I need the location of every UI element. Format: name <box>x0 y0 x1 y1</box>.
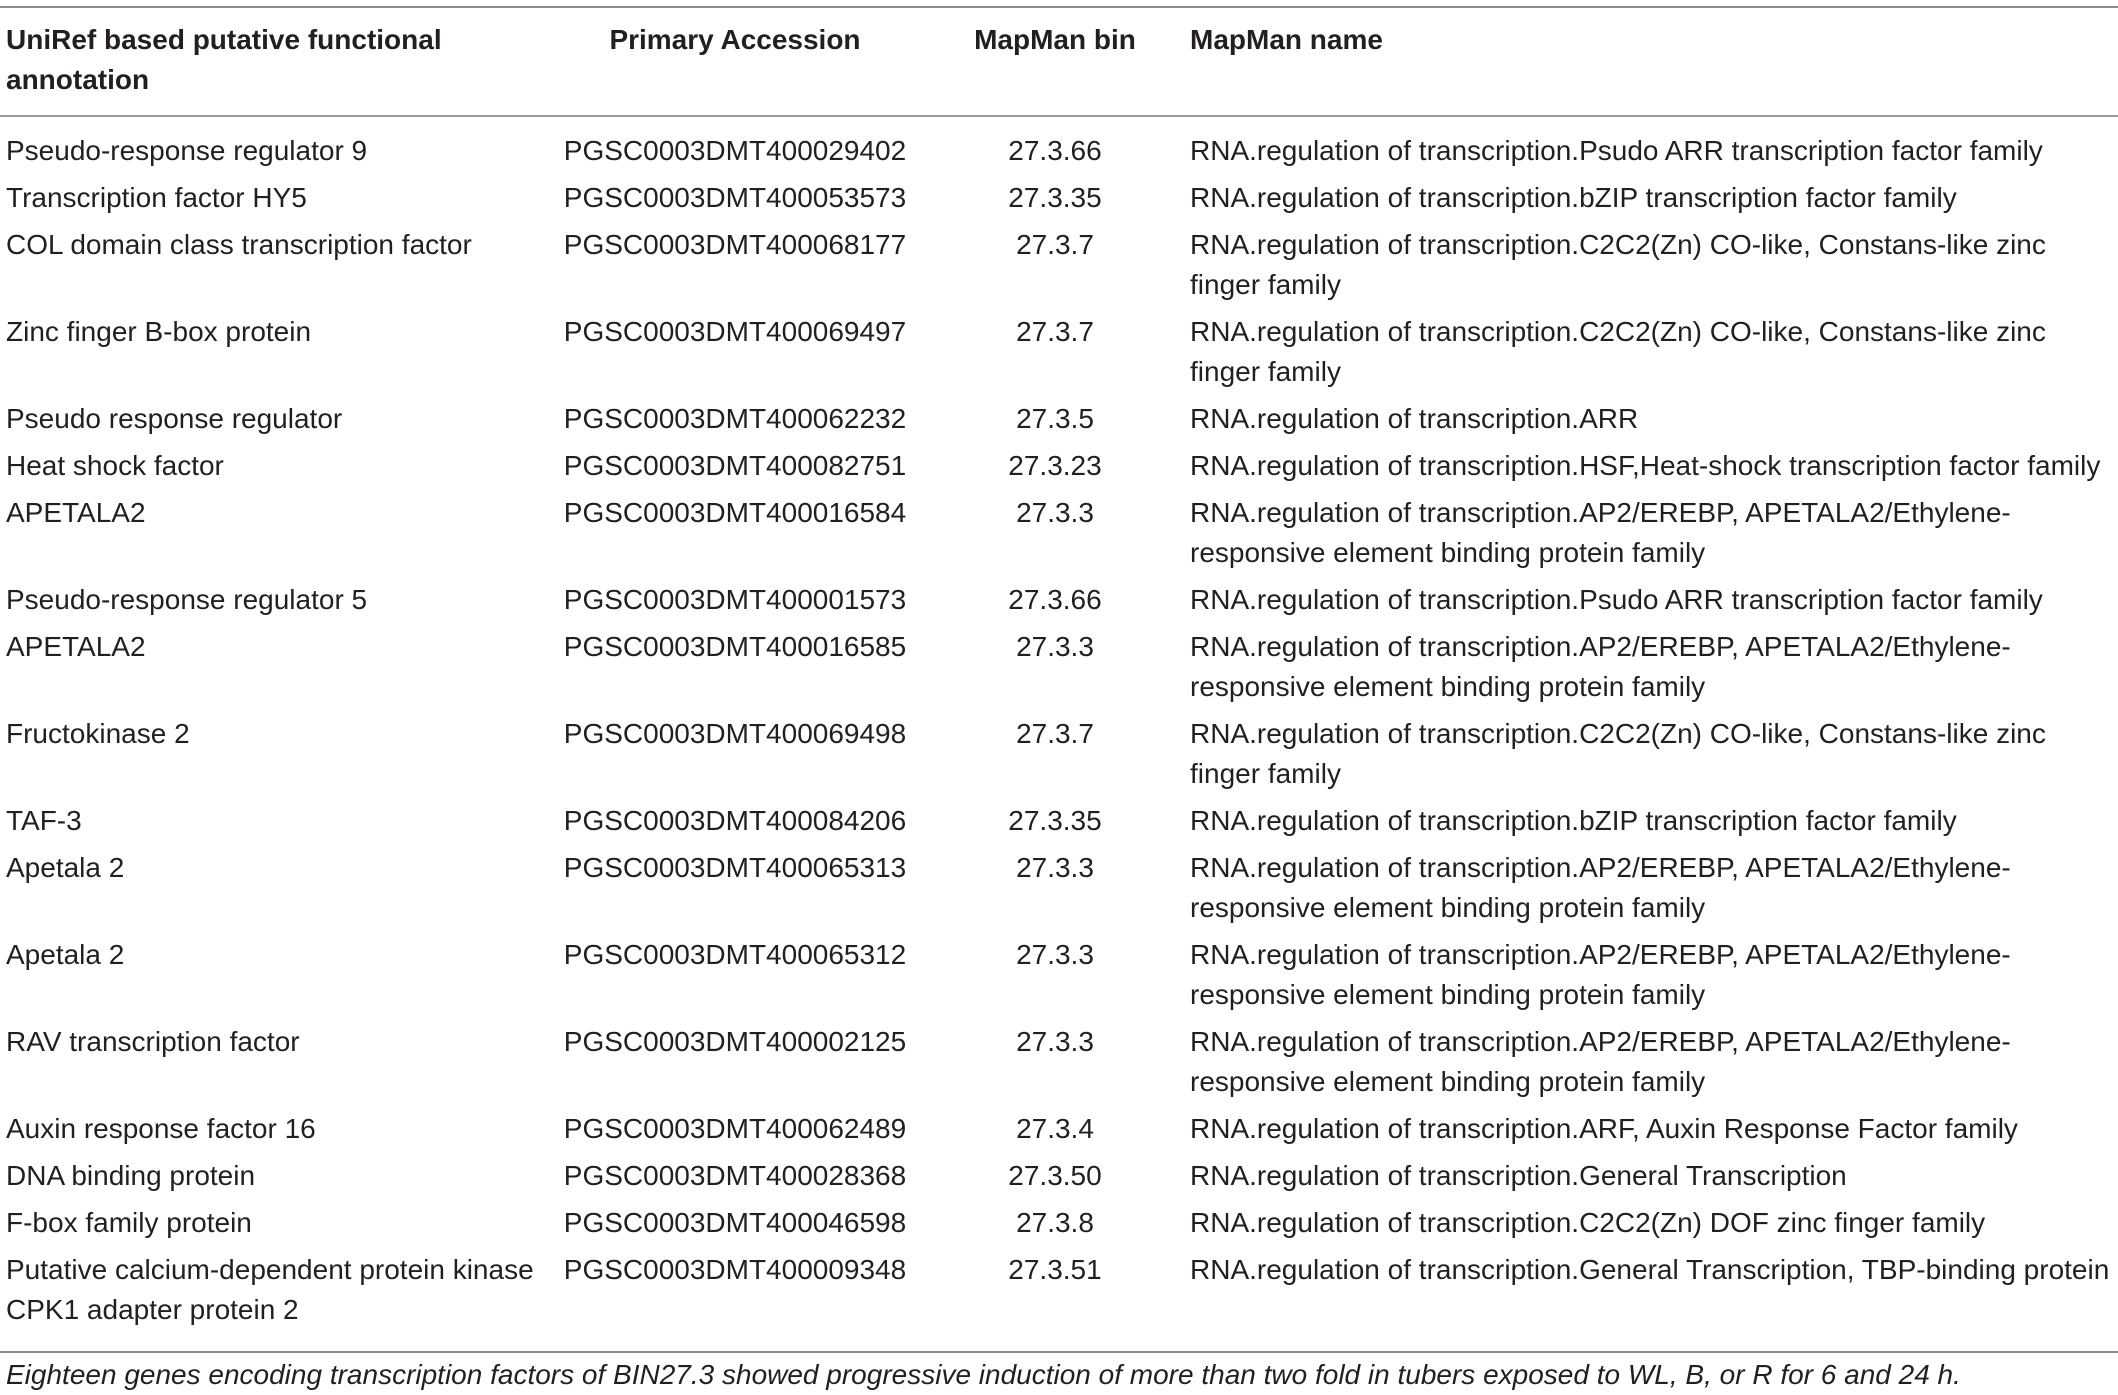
cell-mapman-name: RNA.regulation of transcription.AP2/EREBP, APETALA2/Ethylene-responsive element binding protein family <box>1190 631 2011 702</box>
table-header <box>0 8 2118 115</box>
cell-mapman-name: RNA.regulation of transcription.AP2/EREBP, APETALA2/Ethylene-responsive element binding protein family <box>1190 939 2011 1010</box>
transcription-factor-table <box>0 8 2118 1337</box>
table-row <box>0 935 2118 1022</box>
table-row <box>0 115 2118 178</box>
cell-annotation: Zinc finger B-box protein <box>6 316 312 347</box>
cell-accession: PGSC0003DMT400001573 <box>563 584 907 615</box>
cell-annotation: Fructokinase 2 <box>6 718 190 749</box>
table-row <box>0 312 2118 399</box>
cell-annotation: Pseudo response regulator <box>6 403 343 434</box>
cell-accession: PGSC0003DMT400065313 <box>563 852 907 883</box>
table-row <box>0 1203 2118 1250</box>
cell-mapman-name: RNA.regulation of transcription.bZIP transcription factor family <box>1190 805 1957 836</box>
table-row <box>0 714 2118 801</box>
cell-mapman-name: RNA.regulation of transcription.bZIP transcription factor family <box>1190 182 1957 213</box>
cell-accession: PGSC0003DMT400053573 <box>563 182 907 213</box>
cell-annotation: Auxin response factor 16 <box>6 1113 316 1144</box>
cell-annotation: Pseudo-response regulator 9 <box>6 135 368 166</box>
cell-annotation: APETALA2 <box>6 631 146 662</box>
cell-mapman-bin: 27.3.50 <box>1008 1160 1102 1191</box>
cell-accession: PGSC0003DMT400084206 <box>563 805 907 836</box>
table-footnote: Eighteen genes encoding transcription factors of BIN27.3 showed progressive induction of more than two fold in tubers exposed to WL, B, or R for 6 and 24 h. <box>6 1359 1961 1390</box>
cell-annotation: Transcription factor HY5 <box>6 182 307 213</box>
cell-mapman-bin: 27.3.66 <box>1008 584 1102 615</box>
cell-accession: PGSC0003DMT400046598 <box>563 1207 907 1238</box>
cell-accession: PGSC0003DMT400069497 <box>563 316 907 347</box>
cell-accession: PGSC0003DMT400016584 <box>563 497 907 528</box>
cell-accession: PGSC0003DMT400069498 <box>563 718 907 749</box>
table-bottom-rule <box>0 1351 2118 1353</box>
cell-mapman-name: RNA.regulation of transcription.General Transcription <box>1190 1160 1847 1191</box>
cell-mapman-bin: 27.3.66 <box>1008 135 1102 166</box>
cell-annotation: COL domain class transcription factor <box>6 229 472 260</box>
table-body <box>0 115 2118 1337</box>
cell-mapman-bin: 27.3.23 <box>1008 450 1102 481</box>
table-row <box>0 580 2118 627</box>
cell-mapman-name: RNA.regulation of transcription.C2C2(Zn) CO-like, Constans-like zinc finger family <box>1190 316 2046 387</box>
table-row <box>0 801 2118 848</box>
cell-annotation: Apetala 2 <box>6 939 125 970</box>
table-row <box>0 1250 2118 1337</box>
cell-accession: PGSC0003DMT400062489 <box>563 1113 907 1144</box>
cell-accession: PGSC0003DMT400002125 <box>563 1026 907 1057</box>
cell-accession: PGSC0003DMT400009348 <box>563 1254 907 1285</box>
table-row <box>0 1156 2118 1203</box>
cell-accession: PGSC0003DMT400029402 <box>563 135 907 166</box>
cell-mapman-name: RNA.regulation of transcription.C2C2(Zn) CO-like, Constans-like zinc finger family <box>1190 229 2046 300</box>
cell-mapman-bin: 27.3.35 <box>1008 182 1102 213</box>
cell-annotation: TAF-3 <box>6 805 82 836</box>
cell-mapman-bin: 27.3.5 <box>1016 403 1094 434</box>
table-row <box>0 627 2118 714</box>
cell-accession: PGSC0003DMT400028368 <box>563 1160 907 1191</box>
cell-mapman-name: RNA.regulation of transcription.C2C2(Zn) CO-like, Constans-like zinc finger family <box>1190 718 2046 789</box>
cell-accession: PGSC0003DMT400068177 <box>563 229 907 260</box>
cell-annotation: Putative calcium-dependent protein kinase CPK1 adapter protein 2 <box>6 1254 534 1325</box>
cell-mapman-bin: 27.3.7 <box>1016 316 1094 347</box>
table-row <box>0 1109 2118 1156</box>
cell-mapman-name: RNA.regulation of transcription.C2C2(Zn) DOF zinc finger family <box>1190 1207 1986 1238</box>
table-row <box>0 1022 2118 1109</box>
header-accession: Primary Accession <box>609 24 861 55</box>
cell-mapman-bin: 27.3.3 <box>1016 852 1094 883</box>
cell-mapman-name: RNA.regulation of transcription.AP2/EREBP, APETALA2/Ethylene-responsive element binding protein family <box>1190 1026 2011 1097</box>
cell-annotation: F-box family protein <box>6 1207 252 1238</box>
cell-annotation: RAV transcription factor <box>6 1026 300 1057</box>
cell-mapman-bin: 27.3.3 <box>1016 497 1094 528</box>
table-row <box>0 225 2118 312</box>
header-name: MapMan name <box>1190 24 1383 55</box>
cell-mapman-name: RNA.regulation of transcription.AP2/EREBP, APETALA2/Ethylene-responsive element binding protein family <box>1190 852 2011 923</box>
cell-mapman-name: RNA.regulation of transcription.General Transcription, TBP-binding protein <box>1190 1254 2110 1285</box>
table-row <box>0 493 2118 580</box>
cell-mapman-bin: 27.3.3 <box>1016 631 1094 662</box>
cell-mapman-bin: 27.3.51 <box>1008 1254 1102 1285</box>
cell-mapman-bin: 27.3.3 <box>1016 939 1094 970</box>
cell-mapman-bin: 27.3.3 <box>1016 1026 1094 1057</box>
header-annotation: UniRef based putative functional annotation <box>6 24 442 95</box>
table-row <box>0 446 2118 493</box>
cell-annotation: DNA binding protein <box>6 1160 256 1191</box>
cell-mapman-name: RNA.regulation of transcription.ARR <box>1190 403 1639 434</box>
cell-annotation: Pseudo-response regulator 5 <box>6 584 368 615</box>
cell-accession: PGSC0003DMT400016585 <box>563 631 907 662</box>
cell-mapman-name: RNA.regulation of transcription.Psudo ARR transcription factor family <box>1190 135 2043 166</box>
cell-accession: PGSC0003DMT400065312 <box>563 939 907 970</box>
cell-mapman-bin: 27.3.7 <box>1016 229 1094 260</box>
cell-annotation: Apetala 2 <box>6 852 125 883</box>
cell-mapman-bin: 27.3.8 <box>1016 1207 1094 1238</box>
table-row <box>0 399 2118 446</box>
table-row <box>0 848 2118 935</box>
header-bin: MapMan bin <box>974 24 1136 55</box>
cell-mapman-bin: 27.3.7 <box>1016 718 1094 749</box>
cell-accession: PGSC0003DMT400062232 <box>563 403 907 434</box>
cell-mapman-name: RNA.regulation of transcription.HSF,Heat-shock transcription factor family <box>1190 450 2101 481</box>
cell-mapman-name: RNA.regulation of transcription.ARF, Auxin Response Factor family <box>1190 1113 2018 1144</box>
cell-accession: PGSC0003DMT400082751 <box>563 450 907 481</box>
cell-mapman-bin: 27.3.35 <box>1008 805 1102 836</box>
cell-mapman-bin: 27.3.4 <box>1016 1113 1094 1144</box>
header-row <box>0 8 2118 115</box>
cell-annotation: Heat shock factor <box>6 450 224 481</box>
cell-mapman-name: RNA.regulation of transcription.AP2/EREBP, APETALA2/Ethylene-responsive element binding protein family <box>1190 497 2011 568</box>
table-row <box>0 178 2118 225</box>
cell-annotation: APETALA2 <box>6 497 146 528</box>
cell-mapman-name: RNA.regulation of transcription.Psudo ARR transcription factor family <box>1190 584 2043 615</box>
